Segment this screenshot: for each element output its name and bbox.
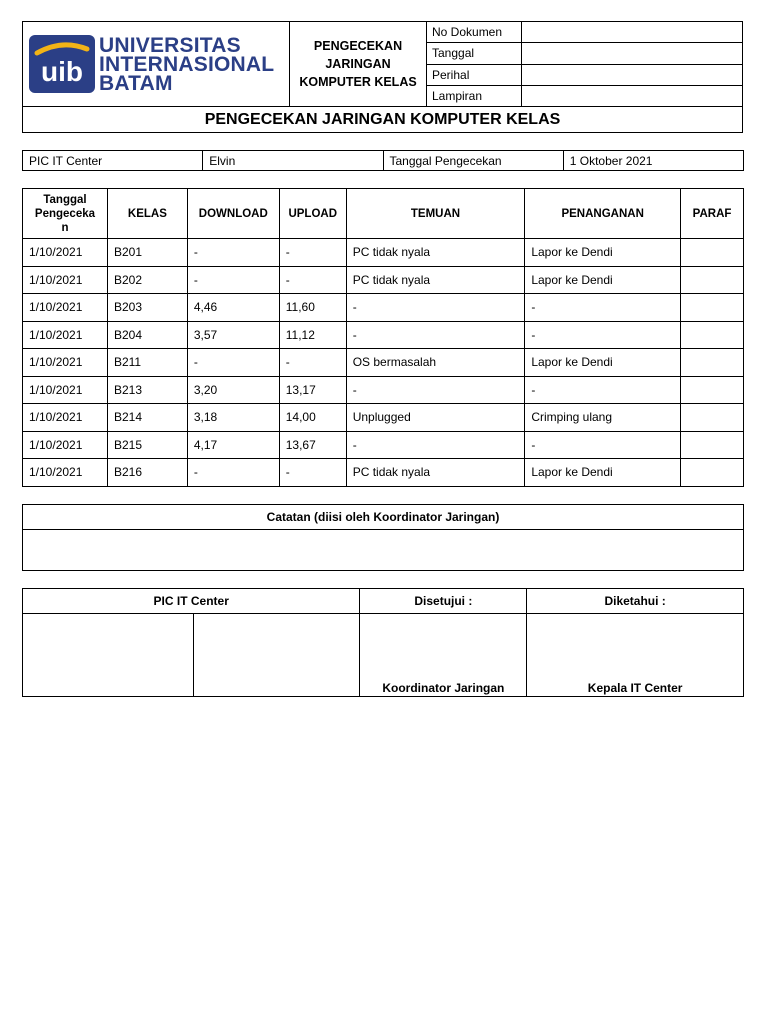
signature-section bbox=[22, 588, 744, 697]
cell-kelas: B215 bbox=[107, 431, 187, 459]
sig-pic-box-2[interactable] bbox=[193, 614, 360, 697]
cell-download: - bbox=[187, 349, 279, 377]
logo-mark: uib bbox=[41, 56, 83, 87]
cell-kelas: B201 bbox=[107, 239, 187, 267]
meta-value-lampiran[interactable] bbox=[522, 85, 743, 106]
cell-paraf[interactable] bbox=[681, 266, 744, 294]
cell-tanggal: 1/10/2021 bbox=[23, 321, 108, 349]
cell-temuan: PC tidak nyala bbox=[346, 239, 525, 267]
header-col-temuan: TEMUAN bbox=[346, 189, 525, 239]
check-date-value[interactable]: 1 Oktober 2021 bbox=[563, 151, 743, 171]
cell-upload: 11,12 bbox=[279, 321, 346, 349]
header-col-upload: UPLOAD bbox=[279, 189, 346, 239]
cell-paraf[interactable] bbox=[681, 404, 744, 432]
meta-label-perihal: Perihal bbox=[427, 64, 522, 85]
cell-tanggal: 1/10/2021 bbox=[23, 239, 108, 267]
cell-download: 3,20 bbox=[187, 376, 279, 404]
cell-paraf[interactable] bbox=[681, 431, 744, 459]
logo-line-2: INTERNASIONAL bbox=[99, 52, 275, 76]
sig-approved-header: Disetujui : bbox=[360, 589, 527, 614]
cell-upload: - bbox=[279, 239, 346, 267]
header-col-penanganan: PENANGANAN bbox=[525, 189, 681, 239]
logo-line-3: BATAM bbox=[99, 71, 173, 95]
meta-value-tanggal[interactable] bbox=[522, 43, 743, 64]
cell-kelas: B211 bbox=[107, 349, 187, 377]
header-col-download: DOWNLOAD bbox=[187, 189, 279, 239]
cell-temuan: Unplugged bbox=[346, 404, 525, 432]
cell-penanganan: Lapor ke Dendi bbox=[525, 239, 681, 267]
cell-upload: - bbox=[279, 459, 346, 487]
header-col-tanggal: Tanggal Pengeceka n bbox=[23, 189, 108, 239]
meta-value-no-dokumen[interactable] bbox=[522, 22, 743, 43]
cell-kelas: B214 bbox=[107, 404, 187, 432]
sig-pic-header: PIC IT Center bbox=[23, 589, 360, 614]
cell-paraf[interactable] bbox=[681, 294, 744, 322]
cell-upload: - bbox=[279, 266, 346, 294]
table-row bbox=[23, 294, 744, 322]
cell-tanggal: 1/10/2021 bbox=[23, 266, 108, 294]
table-row bbox=[23, 239, 744, 267]
cell-kelas: B204 bbox=[107, 321, 187, 349]
meta-value-perihal[interactable] bbox=[522, 64, 743, 85]
cell-penanganan: - bbox=[525, 294, 681, 322]
meta-label-tanggal: Tanggal bbox=[427, 43, 522, 64]
cell-paraf[interactable] bbox=[681, 321, 744, 349]
notes-section bbox=[22, 504, 744, 571]
cell-tanggal: 1/10/2021 bbox=[23, 431, 108, 459]
table-body bbox=[23, 239, 744, 487]
document-header bbox=[22, 21, 743, 133]
logo-line-1: UNIVERSITAS bbox=[99, 33, 241, 57]
cell-paraf[interactable] bbox=[681, 459, 744, 487]
cell-temuan: - bbox=[346, 376, 525, 404]
cell-upload: 13,17 bbox=[279, 376, 346, 404]
cell-tanggal: 1/10/2021 bbox=[23, 294, 108, 322]
cell-upload: 11,60 bbox=[279, 294, 346, 322]
cell-tanggal: 1/10/2021 bbox=[23, 404, 108, 432]
table-row bbox=[23, 404, 744, 432]
cell-kelas: B203 bbox=[107, 294, 187, 322]
sig-pic-box-1[interactable] bbox=[23, 614, 194, 697]
cell-temuan: PC tidak nyala bbox=[346, 459, 525, 487]
cell-penanganan: Lapor ke Dendi bbox=[525, 459, 681, 487]
cell-penanganan: - bbox=[525, 431, 681, 459]
cell-kelas: B202 bbox=[107, 266, 187, 294]
sig-known-role[interactable]: Kepala IT Center bbox=[527, 614, 744, 697]
table-row bbox=[23, 431, 744, 459]
cell-download: - bbox=[187, 459, 279, 487]
cell-upload: - bbox=[279, 349, 346, 377]
university-logo bbox=[23, 22, 289, 106]
cell-penanganan: Lapor ke Dendi bbox=[525, 266, 681, 294]
cell-kelas: B213 bbox=[107, 376, 187, 404]
cell-paraf[interactable] bbox=[681, 349, 744, 377]
cell-temuan: - bbox=[346, 321, 525, 349]
header-col-paraf: PARAF bbox=[681, 189, 744, 239]
cell-kelas: B216 bbox=[107, 459, 187, 487]
cell-penanganan: Crimping ulang bbox=[525, 404, 681, 432]
cell-temuan: - bbox=[346, 294, 525, 322]
sig-known-header: Diketahui : bbox=[527, 589, 744, 614]
notes-body[interactable] bbox=[23, 530, 744, 571]
form-title: PENGECEKAN JARINGAN KOMPUTER KELAS bbox=[290, 22, 427, 107]
cell-download: - bbox=[187, 239, 279, 267]
cell-download: 4,17 bbox=[187, 431, 279, 459]
network-check-table bbox=[22, 188, 744, 487]
cell-penanganan: - bbox=[525, 376, 681, 404]
cell-temuan: PC tidak nyala bbox=[346, 266, 525, 294]
cell-download: - bbox=[187, 266, 279, 294]
table-row bbox=[23, 321, 744, 349]
table-header-row bbox=[23, 189, 744, 239]
cell-download: 3,57 bbox=[187, 321, 279, 349]
meta-label-lampiran: Lampiran bbox=[427, 85, 522, 106]
pic-label: PIC IT Center bbox=[23, 151, 203, 171]
cell-upload: 13,67 bbox=[279, 431, 346, 459]
logo-wordmark bbox=[99, 33, 275, 95]
cell-tanggal: 1/10/2021 bbox=[23, 376, 108, 404]
sig-approved-role[interactable]: Koordinator Jaringan bbox=[360, 614, 527, 697]
table-row bbox=[23, 349, 744, 377]
cell-temuan: OS bermasalah bbox=[346, 349, 525, 377]
cell-upload: 14,00 bbox=[279, 404, 346, 432]
cell-download: 3,18 bbox=[187, 404, 279, 432]
logo-cell bbox=[23, 22, 290, 107]
table-row bbox=[23, 376, 744, 404]
check-date-label: Tanggal Pengecekan bbox=[383, 151, 563, 171]
cell-tanggal: 1/10/2021 bbox=[23, 349, 108, 377]
cell-paraf[interactable] bbox=[681, 376, 744, 404]
cell-tanggal: 1/10/2021 bbox=[23, 459, 108, 487]
cell-temuan: - bbox=[346, 431, 525, 459]
cell-penanganan: Lapor ke Dendi bbox=[525, 349, 681, 377]
cell-download: 4,46 bbox=[187, 294, 279, 322]
pic-value[interactable]: Elvin bbox=[203, 151, 383, 171]
cell-penanganan: - bbox=[525, 321, 681, 349]
table-row bbox=[23, 459, 744, 487]
meta-label-no-dokumen: No Dokumen bbox=[427, 22, 522, 43]
notes-title: Catatan (diisi oleh Koordinator Jaringan) bbox=[23, 505, 744, 530]
header-col-kelas: KELAS bbox=[107, 189, 187, 239]
uib-logo-icon bbox=[29, 35, 95, 93]
table-row bbox=[23, 266, 744, 294]
pic-info-row bbox=[22, 150, 744, 171]
page-title: PENGECEKAN JARINGAN KOMPUTER KELAS bbox=[23, 107, 743, 133]
cell-paraf[interactable] bbox=[681, 239, 744, 267]
